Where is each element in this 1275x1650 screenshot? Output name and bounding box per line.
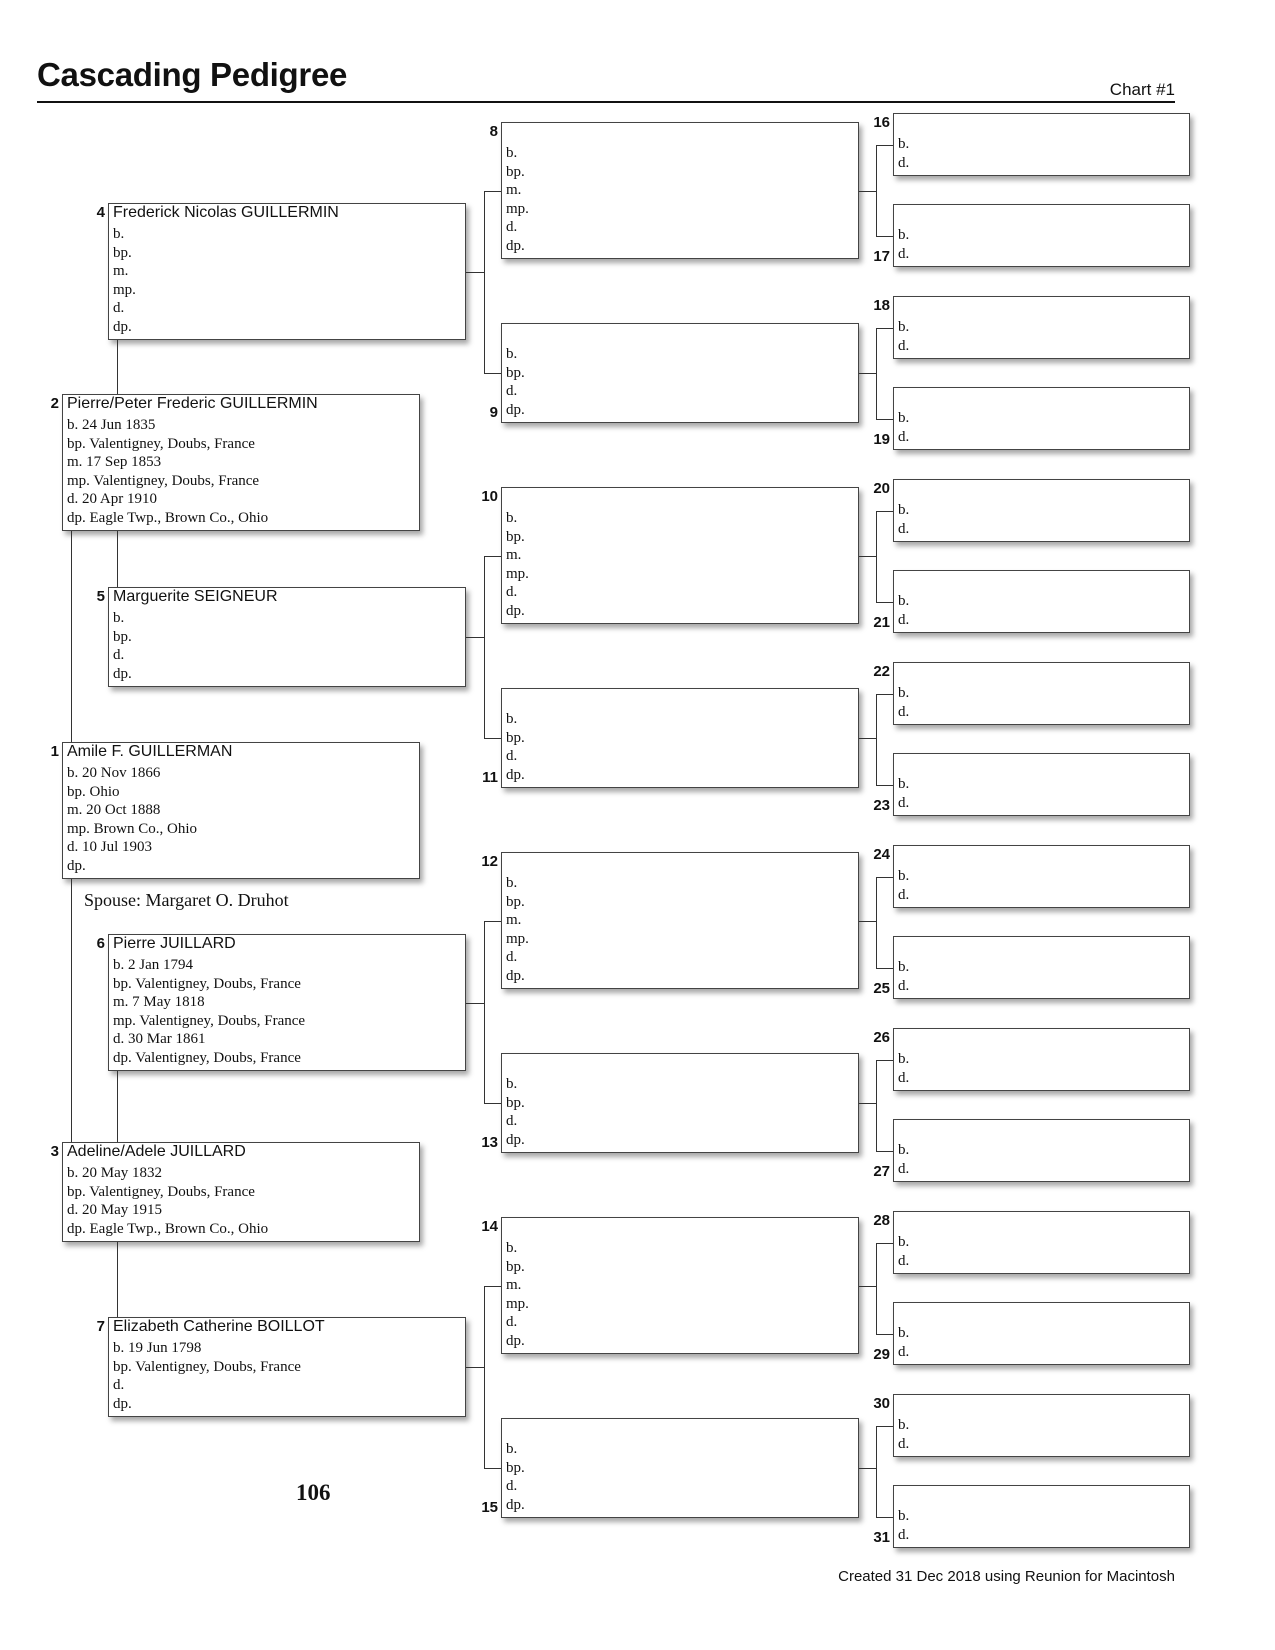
connector-line bbox=[876, 328, 893, 329]
person-detail-line: mp. bbox=[506, 1295, 529, 1312]
connector-line bbox=[876, 1151, 893, 1152]
person-detail-line: dp. bbox=[113, 1395, 132, 1412]
person-detail-line: mp. bbox=[506, 930, 529, 947]
connector-line bbox=[484, 373, 501, 374]
person-detail-line: d. bbox=[898, 886, 910, 903]
person-detail-line: d. bbox=[898, 1343, 910, 1360]
connector-line bbox=[484, 191, 485, 374]
person-detail-line: bp. Valentigney, Doubs, France bbox=[67, 435, 255, 452]
person-detail-line: dp. bbox=[506, 1332, 525, 1349]
person-detail-line: b. bbox=[898, 1234, 910, 1250]
connector-line bbox=[484, 556, 501, 557]
person-detail-line: b. bbox=[898, 1325, 910, 1341]
person-detail-line: mp. bbox=[506, 565, 529, 582]
person-detail-line: dp. bbox=[506, 1496, 525, 1513]
connector-line bbox=[484, 191, 501, 192]
person-detail-line: d. bbox=[113, 1377, 125, 1393]
connector-line bbox=[876, 1243, 893, 1244]
person-detail-line: mp. Valentigney, Doubs, France bbox=[67, 472, 260, 489]
person-detail-line: b. bbox=[898, 1417, 910, 1433]
person-detail-line: d. bbox=[898, 245, 910, 262]
person-number: 25 bbox=[873, 980, 890, 997]
person-detail-line: bp. bbox=[506, 1258, 525, 1275]
person-detail-line: d. bbox=[113, 647, 125, 663]
person-detail-line: dp. Eagle Twp., Brown Co., Ohio bbox=[67, 509, 269, 526]
person-detail-line: b. bbox=[898, 136, 910, 152]
person-detail-line: b. bbox=[113, 226, 125, 242]
person-detail-line: d. bbox=[506, 219, 518, 235]
person-name: Elizabeth Catherine BOILLOT bbox=[113, 1318, 325, 1335]
connector-line bbox=[876, 785, 893, 786]
person-detail-line: d. bbox=[506, 383, 518, 399]
person-detail-line: d. 30 Mar 1861 bbox=[113, 1031, 206, 1047]
person-detail-line: b. bbox=[898, 959, 910, 975]
person-box-26 bbox=[893, 1028, 1190, 1091]
connector-line bbox=[466, 1367, 484, 1368]
person-box-30 bbox=[893, 1394, 1190, 1457]
connector-line bbox=[71, 531, 72, 742]
person-detail-line: d. bbox=[898, 1435, 910, 1452]
connector-line bbox=[859, 738, 876, 739]
person-detail-line: d. bbox=[898, 154, 910, 171]
person-detail-line: b. bbox=[506, 1076, 518, 1092]
connector-line bbox=[71, 879, 72, 1142]
person-number: 3 bbox=[50, 1143, 59, 1160]
person-detail-line: d. bbox=[898, 1160, 910, 1177]
person-detail-line: d. bbox=[898, 337, 910, 354]
connector-line bbox=[876, 419, 893, 420]
person-box-15 bbox=[501, 1418, 859, 1518]
connector-line bbox=[876, 602, 893, 603]
person-number: 16 bbox=[873, 114, 890, 131]
person-detail-line: b. 2 Jan 1794 bbox=[113, 957, 193, 973]
person-number: 1 bbox=[50, 743, 59, 760]
person-detail-line: b. bbox=[898, 319, 910, 335]
connector-line bbox=[484, 1286, 501, 1287]
person-detail-line: b. 19 Jun 1798 bbox=[113, 1340, 202, 1356]
connector-line bbox=[466, 637, 484, 638]
person-number: 2 bbox=[50, 395, 59, 412]
chart-title: Cascading Pedigree bbox=[37, 56, 348, 93]
person-detail-line: b. bbox=[898, 410, 910, 426]
person-detail-line: d. bbox=[506, 584, 518, 600]
person-detail-line: dp. Eagle Twp., Brown Co., Ohio bbox=[67, 1220, 269, 1237]
person-detail-line: bp. bbox=[113, 628, 132, 645]
connector-line bbox=[876, 1060, 877, 1151]
person-detail-line: mp. Brown Co., Ohio bbox=[67, 820, 198, 837]
connector-line bbox=[484, 738, 501, 739]
person-detail-line: d. bbox=[506, 1478, 518, 1494]
person-detail-line: m. bbox=[506, 1277, 522, 1293]
person-number: 4 bbox=[96, 204, 105, 221]
person-number: 5 bbox=[96, 588, 105, 605]
person-detail-line: dp. bbox=[506, 401, 525, 418]
person-box-31 bbox=[893, 1485, 1190, 1548]
connector-line bbox=[859, 1468, 876, 1469]
person-number: 18 bbox=[873, 297, 890, 314]
person-detail-line: bp. Ohio bbox=[67, 783, 120, 800]
person-detail-line: bp. Valentigney, Doubs, France bbox=[113, 1358, 301, 1375]
person-box-25 bbox=[893, 936, 1190, 999]
connector-line bbox=[876, 511, 893, 512]
person-detail-line: b. bbox=[898, 1508, 910, 1524]
person-detail-line: bp. bbox=[506, 364, 525, 381]
person-name: Adeline/Adele JUILLARD bbox=[67, 1143, 246, 1160]
person-detail-line: b. bbox=[113, 610, 125, 626]
person-detail-line: d. 20 Apr 1910 bbox=[67, 491, 157, 507]
connector-line bbox=[876, 145, 877, 236]
person-number: 27 bbox=[873, 1163, 890, 1180]
person-detail-line: dp. bbox=[506, 602, 525, 619]
person-number: 24 bbox=[873, 846, 890, 863]
connector-line bbox=[484, 556, 485, 739]
connector-line bbox=[859, 373, 876, 374]
person-box-14 bbox=[501, 1217, 859, 1354]
person-number: 8 bbox=[489, 123, 498, 140]
person-number: 26 bbox=[873, 1029, 890, 1046]
connector-line bbox=[484, 921, 501, 922]
connector-line bbox=[117, 531, 118, 587]
person-detail-line: d. bbox=[898, 1252, 910, 1269]
person-detail-line: mp. Valentigney, Doubs, France bbox=[113, 1012, 306, 1029]
person-detail-line: d. bbox=[506, 748, 518, 764]
person-number: 11 bbox=[482, 769, 498, 786]
person-detail-line: d. bbox=[898, 1526, 910, 1543]
person-box-21 bbox=[893, 570, 1190, 633]
person-number: 21 bbox=[873, 614, 890, 631]
person-number: 30 bbox=[873, 1395, 890, 1412]
connector-line bbox=[859, 1103, 876, 1104]
person-number: 17 bbox=[873, 248, 890, 265]
person-number: 14 bbox=[481, 1218, 498, 1235]
person-detail-line: d. bbox=[898, 428, 910, 445]
person-box-9 bbox=[501, 323, 859, 423]
person-number: 13 bbox=[481, 1134, 498, 1151]
person-number: 6 bbox=[96, 935, 105, 952]
person-detail-line: m. bbox=[506, 912, 522, 928]
person-detail-line: m. bbox=[506, 182, 522, 198]
connector-line bbox=[876, 1334, 893, 1335]
person-box-11 bbox=[501, 688, 859, 788]
person-detail-line: mp. bbox=[506, 200, 529, 217]
person-detail-line: d. bbox=[113, 300, 125, 316]
person-box-12 bbox=[501, 852, 859, 989]
person-detail-line: dp. bbox=[506, 1131, 525, 1148]
person-number: 22 bbox=[873, 663, 890, 680]
person-detail-line: d. bbox=[898, 794, 910, 811]
person-detail-line: m. bbox=[506, 547, 522, 563]
person-box-8 bbox=[501, 122, 859, 259]
person-detail-line: d. bbox=[506, 1314, 518, 1330]
spouse-note: Spouse: Margaret O. Druhot bbox=[84, 890, 289, 910]
person-name: Marguerite SEIGNEUR bbox=[113, 588, 278, 605]
person-detail-line: dp. bbox=[113, 665, 132, 682]
person-number: 19 bbox=[873, 431, 890, 448]
person-detail-line: d. bbox=[898, 703, 910, 720]
person-detail-line: bp. Valentigney, Doubs, France bbox=[113, 975, 301, 992]
person-detail-line: d. bbox=[898, 611, 910, 628]
person-box-16 bbox=[893, 113, 1190, 176]
person-detail-line: m. 7 May 1818 bbox=[113, 994, 205, 1010]
person-number: 7 bbox=[96, 1318, 105, 1335]
connector-line bbox=[876, 328, 877, 419]
connector-line bbox=[117, 1242, 118, 1317]
person-detail-line: b. bbox=[506, 510, 518, 526]
footer-credit: Created 31 Dec 2018 using Reunion for Macintosh bbox=[838, 1568, 1175, 1585]
page-number: 106 bbox=[296, 1480, 331, 1505]
connector-line bbox=[484, 921, 485, 1104]
person-detail-line: b. bbox=[898, 1051, 910, 1067]
person-name: Pierre/Peter Frederic GUILLERMIN bbox=[67, 395, 318, 412]
person-detail-line: dp. bbox=[113, 318, 132, 335]
person-detail-line: bp. bbox=[506, 1459, 525, 1476]
person-detail-line: m. 17 Sep 1853 bbox=[67, 454, 162, 470]
person-number: 9 bbox=[489, 404, 498, 421]
person-box-19 bbox=[893, 387, 1190, 450]
person-box-10 bbox=[501, 487, 859, 624]
connector-line bbox=[876, 694, 877, 785]
connector-line bbox=[859, 921, 876, 922]
person-detail-line: b. bbox=[898, 593, 910, 609]
person-detail-line: b. bbox=[898, 685, 910, 701]
person-detail-line: b. bbox=[506, 145, 518, 161]
person-box-4 bbox=[108, 203, 466, 340]
person-detail-line: d. bbox=[898, 520, 910, 537]
connector-line bbox=[876, 511, 877, 602]
person-detail-line: b. bbox=[898, 227, 910, 243]
connector-line bbox=[859, 556, 876, 557]
connector-line bbox=[876, 1060, 893, 1061]
connector-line bbox=[876, 1426, 893, 1427]
person-detail-line: bp. bbox=[506, 893, 525, 910]
person-number: 31 bbox=[873, 1529, 890, 1546]
person-name: Pierre JUILLARD bbox=[113, 935, 236, 952]
person-detail-line: mp. bbox=[113, 281, 136, 298]
person-detail-line: b. bbox=[506, 346, 518, 362]
person-number: 20 bbox=[873, 480, 890, 497]
connector-line bbox=[876, 694, 893, 695]
person-detail-line: b. bbox=[898, 868, 910, 884]
connector-line bbox=[859, 1286, 876, 1287]
person-detail-line: dp. Valentigney, Doubs, France bbox=[113, 1049, 301, 1066]
person-detail-line: b. bbox=[898, 502, 910, 518]
person-box-13 bbox=[501, 1053, 859, 1153]
connector-line bbox=[466, 272, 484, 273]
person-detail-line: b. bbox=[506, 875, 518, 891]
connector-line bbox=[876, 1426, 877, 1517]
person-box-17 bbox=[893, 204, 1190, 267]
person-box-27 bbox=[893, 1119, 1190, 1182]
person-detail-line: b. bbox=[506, 1441, 518, 1457]
person-detail-line: b. bbox=[506, 1240, 518, 1256]
connector-line bbox=[484, 1103, 501, 1104]
person-detail-line: m. bbox=[113, 263, 129, 279]
person-name: Amile F. GUILLERMAN bbox=[67, 743, 233, 760]
connector-line bbox=[484, 1286, 485, 1469]
person-box-24 bbox=[893, 845, 1190, 908]
person-detail-line: dp. bbox=[506, 766, 525, 783]
person-detail-line: bp. bbox=[506, 163, 525, 180]
connector-line bbox=[876, 877, 893, 878]
person-detail-line: d. 20 May 1915 bbox=[67, 1202, 162, 1218]
person-detail-line: d. bbox=[506, 1113, 518, 1129]
person-box-28 bbox=[893, 1211, 1190, 1274]
header-rule bbox=[37, 101, 1175, 103]
person-detail-line: bp. bbox=[506, 1094, 525, 1111]
person-detail-line: d. bbox=[506, 949, 518, 965]
person-detail-line: b. 20 May 1832 bbox=[67, 1165, 162, 1181]
person-number: 15 bbox=[481, 1499, 498, 1516]
person-detail-line: dp. bbox=[67, 857, 86, 874]
connector-line bbox=[876, 236, 893, 237]
person-detail-line: dp. bbox=[506, 237, 525, 254]
person-number: 28 bbox=[873, 1212, 890, 1229]
person-detail-line: m. 20 Oct 1888 bbox=[67, 802, 161, 818]
person-detail-line: d. bbox=[898, 977, 910, 994]
person-detail-line: b. bbox=[898, 1142, 910, 1158]
person-number: 12 bbox=[481, 853, 498, 870]
connector-line bbox=[876, 1243, 877, 1334]
person-detail-line: bp. bbox=[506, 729, 525, 746]
person-number: 10 bbox=[481, 488, 498, 505]
connector-line bbox=[484, 1468, 501, 1469]
person-detail-line: d. 10 Jul 1903 bbox=[67, 839, 153, 855]
connector-line bbox=[876, 145, 893, 146]
person-detail-line: d. bbox=[898, 1069, 910, 1086]
person-detail-line: bp. Valentigney, Doubs, France bbox=[67, 1183, 255, 1200]
chart-number: Chart #1 bbox=[1109, 80, 1175, 99]
connector-line bbox=[117, 340, 118, 394]
person-box-23 bbox=[893, 753, 1190, 816]
person-number: 29 bbox=[873, 1346, 890, 1363]
person-name: Frederick Nicolas GUILLERMIN bbox=[113, 204, 339, 221]
person-box-18 bbox=[893, 296, 1190, 359]
person-box-20 bbox=[893, 479, 1190, 542]
connector-line bbox=[117, 1071, 118, 1142]
person-number: 23 bbox=[873, 797, 890, 814]
connector-line bbox=[876, 1517, 893, 1518]
person-detail-line: b. bbox=[506, 711, 518, 727]
connector-line bbox=[876, 968, 893, 969]
connector-line bbox=[876, 877, 877, 968]
person-box-22 bbox=[893, 662, 1190, 725]
person-box-29 bbox=[893, 1302, 1190, 1365]
person-detail-line: bp. bbox=[113, 244, 132, 261]
person-detail-line: b. 24 Jun 1835 bbox=[67, 417, 156, 433]
person-detail-line: b. bbox=[898, 776, 910, 792]
person-detail-line: b. 20 Nov 1866 bbox=[67, 765, 161, 781]
connector-line bbox=[859, 191, 876, 192]
person-detail-line: dp. bbox=[506, 967, 525, 984]
connector-line bbox=[466, 1003, 484, 1004]
person-detail-line: bp. bbox=[506, 528, 525, 545]
